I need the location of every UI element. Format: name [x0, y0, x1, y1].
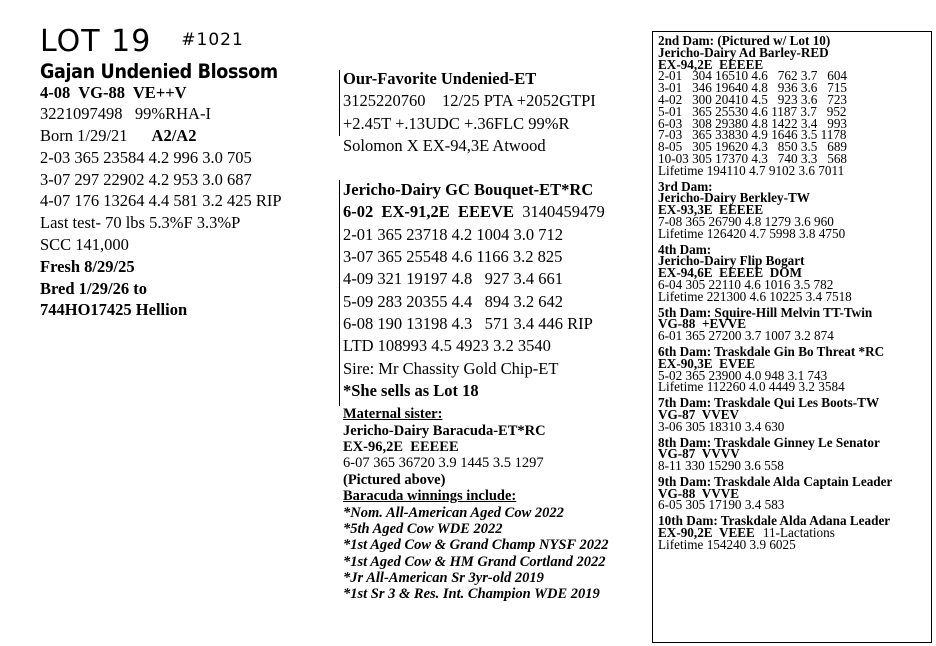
winning-item: *1st Sr 3 & Res. Int. Champion WDE 2019 [343, 586, 600, 603]
dam-classification [343, 201, 643, 223]
pedigree-record: 3-06 305 18310 3.4 630 [658, 418, 785, 434]
sire-dam-info [343, 68, 643, 603]
pedigree-heading: 3rd Dam: [658, 178, 713, 194]
pedigree-record: Lifetime 126420 4.7 5998 3.8 4750 [658, 225, 846, 241]
pedigree-record: 7-08 365 26790 4.8 1279 3.6 960 [658, 213, 834, 229]
pedigree-record: 6-04 305 22110 4.6 1016 3.5 782 [658, 276, 834, 292]
lot-line: Born 1/29/21 A2/A2 [40, 126, 197, 146]
dam-record: 5-09 283 20355 4.4 894 3.2 642 [343, 291, 563, 311]
lot-info [40, 24, 340, 321]
sire-line: 3125220760 12/25 PTA +2052GTPI [343, 91, 596, 111]
lot-details [40, 82, 340, 322]
lot-line: SCC 141,000 [40, 235, 129, 255]
pedigree-class-text: EX-90,2E VEEE [658, 525, 755, 541]
pedigree-record: 3-01 346 19640 4.8 936 3.6 715 [658, 80, 848, 96]
animal-name: Gajan Undenied Blossom [40, 60, 278, 83]
winnings-list [343, 505, 643, 603]
maternal-sister-classification: EX-96,2E EEEEE [343, 438, 459, 455]
pedigree-section [658, 473, 931, 513]
dam-record: 4-09 321 19197 4.8 927 3.4 661 [343, 269, 563, 289]
lot-line: Last test- 70 lbs 5.3%F 3.3%P [40, 213, 241, 233]
pedigree-section [658, 304, 931, 344]
pedigree-box [652, 31, 932, 643]
dam-record: Sire: Mr Chassity Gold Chip-ET [343, 358, 559, 378]
pedigree-record: Lifetime 154240 3.9 6025 [658, 536, 796, 552]
winning-item: *5th Aged Cow WDE 2022 [343, 520, 503, 537]
dam-reg: 3140459479 [522, 202, 605, 222]
dam-name: Jericho-Dairy GC Bouquet-ET*RC [343, 180, 594, 200]
pedigree-name: Jericho-Dairy Ad Barley-RED [658, 44, 829, 60]
pedigree-name: Jericho-Dairy Flip Bogart [658, 253, 805, 269]
pedigree-heading: 10th Dam: Traskdale Alda Adana Leader [658, 513, 891, 529]
winning-item: *1st Aged Cow & Grand Champ NYSF 2022 [343, 537, 609, 554]
pedigree-section [658, 434, 931, 474]
pedigree-heading: 7th Dam: Traskdale Qui Les Boots-TW [658, 395, 880, 411]
lot-title: LOT 19 [40, 24, 152, 59]
winning-item: *Jr All-American Sr 3yr-old 2019 [343, 570, 544, 587]
lot-number: #1021 [181, 30, 244, 50]
pedigree-class-extra: 11-Lactations [762, 525, 835, 541]
pedigree-section [658, 397, 931, 432]
maternal-sister-record: 6-07 365 36720 3.9 1445 3.5 1297 [343, 455, 544, 472]
lot-line: 3221097498 99%RHA-I [40, 104, 211, 124]
dam-records [343, 224, 643, 380]
dam-class-text: 6-02 EX-91,2E EEEVE [343, 202, 514, 222]
pedigree-record: 7-03 365 33830 4.9 1646 3.5 1178 [658, 127, 847, 143]
pedigree-class-text: VG-88 VVVE [658, 485, 740, 501]
pedigree-record: 2-01 304 16510 4.6 762 3.7 604 [658, 68, 848, 84]
pedigree-heading: 2nd Dam: (Pictured w/ Lot 10) [658, 33, 831, 48]
dam-record: 3-07 365 25548 4.6 1166 3.2 825 [343, 247, 563, 267]
pedigree-section [658, 343, 931, 395]
pedigree-record: 6-01 365 27200 3.7 1007 3.2 874 [658, 328, 834, 344]
pedigree-heading: 9th Dam: Traskdale Alda Captain Leader [658, 473, 893, 489]
pedigree-record: 6-05 305 17190 3.4 583 [658, 497, 785, 513]
pedigree-class-text: EX-94,2E EEEEE [658, 56, 764, 72]
pedigree-section [658, 35, 931, 177]
dam-record: 6-08 190 13198 4.3 571 3.4 446 RIP [343, 313, 593, 333]
pedigree-record: Lifetime 221300 4.6 10225 3.4 7518 [658, 288, 852, 304]
lot-line: 4-07 176 13264 4.4 581 3.2 425 RIP [40, 191, 282, 211]
winnings-heading: Baracuda winnings include: [343, 488, 517, 505]
lot-line: 3-07 297 22902 4.2 953 3.0 687 [40, 169, 252, 189]
pedigree-record: 10-03 305 17370 4.3 740 3.3 568 [658, 150, 848, 166]
pedigree-record: 5-02 365 23900 4.0 948 3.1 743 [658, 367, 828, 383]
pedigree-section [658, 515, 931, 550]
pedigree-record: 5-01 365 25530 4.6 1187 3.7 952 [658, 103, 847, 119]
lot-line: 744HO17425 Hellion [40, 300, 188, 320]
pedigree-record: 8-05 305 19620 4.3 850 3.5 689 [658, 139, 848, 155]
maternal-sister-heading: Maternal sister: [343, 406, 443, 423]
pedigree-record: Lifetime 194110 4.7 9102 3.6 7011 [658, 162, 845, 178]
lot-line: 4-08 VG-88 VE++V [40, 82, 187, 102]
lot-line: 2-03 365 23584 4.2 996 3.0 705 [40, 147, 252, 167]
pedigree-class-text: EX-93,3E EEEEE [658, 202, 764, 218]
pedigree-class-text: VG-87 VVVV [658, 446, 740, 462]
pedigree-heading: 8th Dam: Traskdale Ginney Le Senator [658, 434, 880, 450]
sells-note: *She sells as Lot 18 [343, 380, 479, 400]
maternal-sister-pictured: (Pictured above) [343, 471, 446, 488]
pedigree-record: 4-02 300 20410 4.5 923 3.6 723 [658, 91, 848, 107]
sire-line: +2.45T +.13UDC +.36FLC 99%R [343, 113, 570, 133]
dam-divider [339, 180, 340, 406]
pedigree-name: Jericho-Dairy Berkley-TW [658, 190, 810, 206]
sire-line: Solomon X EX-94,3E Atwood [343, 135, 546, 155]
pedigree-heading: 6th Dam: Traskdale Gin Bo Threat *RC [658, 343, 885, 359]
pedigree-class-text: VG-88 +EVVE [658, 316, 747, 332]
pedigree-record: Lifetime 112260 4.0 4449 3.2 3584 [658, 379, 845, 395]
pedigree-heading: 4th Dam: [658, 241, 712, 257]
pedigree-class-text: EX-90,3E EVEE [658, 355, 756, 371]
dam-record: 2-01 365 23718 4.2 1004 3.0 712 [343, 224, 563, 244]
sire-block [343, 68, 643, 157]
pedigree-heading: 5th Dam: Squire-Hill Melvin TT-Twin [658, 304, 873, 320]
lot-line-extra: A2/A2 [151, 126, 197, 146]
dam-record: LTD 108993 4.5 4923 3.2 3540 [343, 336, 551, 356]
lot-line: Bred 1/29/26 to [40, 278, 147, 298]
pedigree-class-text: EX-94,6E EEEEE DOM [658, 265, 802, 281]
pedigree-section [658, 178, 931, 241]
pedigree-record: 8-11 330 15290 3.6 558 [658, 458, 784, 474]
maternal-sister-name: Jericho-Dairy Baracuda-ET*RC [343, 422, 546, 439]
sire-line: Our-Favorite Undenied-ET [343, 69, 537, 88]
pedigree-record: 6-03 308 29380 4.8 1422 3.4 993 [658, 115, 848, 131]
winning-item: *Nom. All-American Aged Cow 2022 [343, 504, 564, 521]
lot-line: Fresh 8/29/25 [40, 256, 135, 276]
sire-divider [339, 70, 340, 136]
pedigree-class-text: VG-87 VVEV [658, 406, 740, 422]
winning-item: *1st Aged Cow & HM Grand Cortland 2022 [343, 553, 606, 570]
pedigree-section [658, 241, 931, 304]
